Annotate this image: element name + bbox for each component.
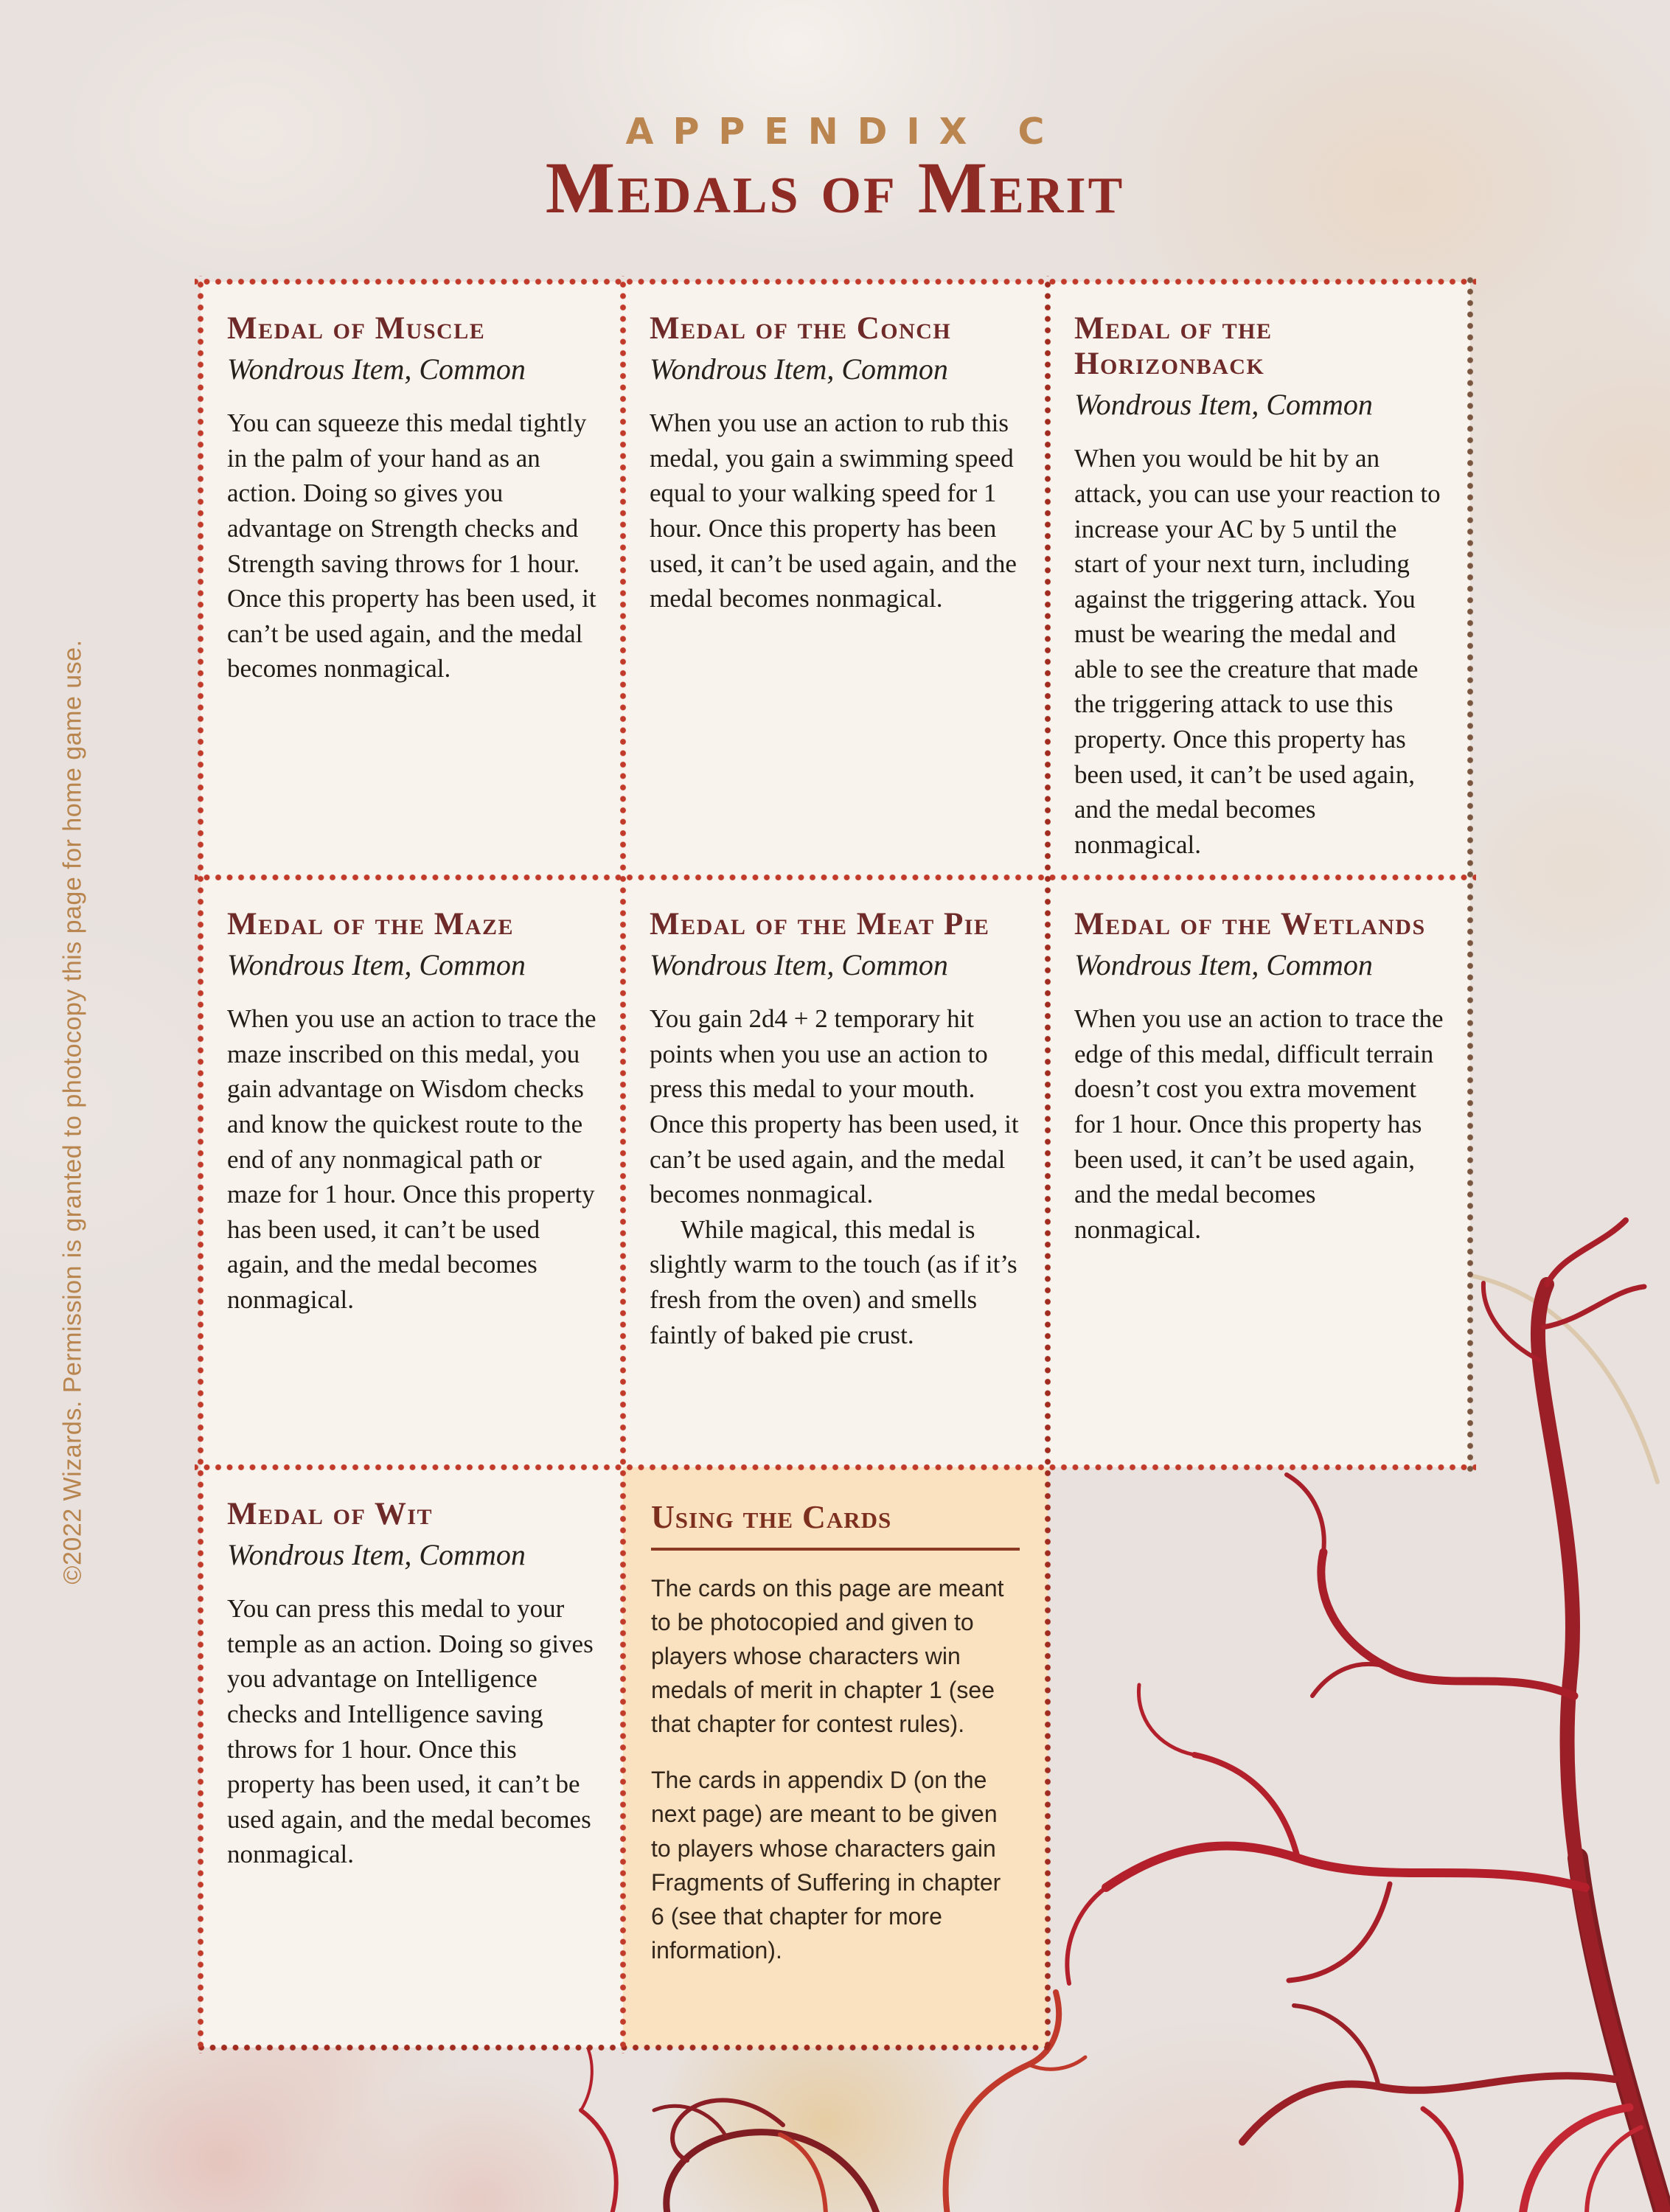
card-subtitle: Wondrous Item, Common [227,352,526,386]
card-text: When you use an action to rub this medal, you gain a swimming speed equal to your walking speed for 1 hour. Once this property has been used, it can’t be used again, and the medal becomes nonmagical. [650,408,1017,613]
card-text: When you use an action to trace the edge of this medal, difficult terrain doesn’t cost you extra movement for 1 hour. Once this property has been used, it can’t be used again, and the medal becomes nonmagical. [1074,1004,1444,1244]
usage-title: Using the Cards [651,1498,1020,1551]
card-medal-of-the-maze [201,877,623,1467]
card-title: Medal of the Horizonback [1074,311,1273,382]
usage-note-box [623,1467,1048,2048]
card-medal-of-the-wetlands [1048,877,1470,1467]
card-text: You can press this medal to your temple as an action. Doing so gives you advantage on Intelligence checks and Intelligence saving throws for 1 hour. Once this property has been used, it can’t be used again, and the medal becomes nonmagical. [227,1594,594,1869]
card-subtitle: Wondrous Item, Common [650,352,948,386]
card-medal-of-muscle [201,282,623,877]
dotted-border-col1-col2 [617,276,629,2053]
dotted-border-left [195,276,206,2053]
card-text: While magical, this medal is slightly warm to the touch (as if it’s fresh from the oven) and smells faintly of baked pie crust. [650,1214,1017,1349]
card-medal-of-wit [201,1467,623,2048]
card-medal-of-the-meat-pie [623,877,1048,1467]
appendix-label: APPENDIX C [625,111,1064,153]
card-medal-of-the-conch [623,282,1048,877]
card-medal-of-the-horizonback [1048,282,1470,877]
copyright-sidebar: ©2022 Wizards. Permission is granted to photocopy this page for home game use. [58,639,87,1585]
card-title: Medal of Wit [227,1497,434,1531]
card-text: When you would be hit by an attack, you can use your reaction to increase your AC by 5 until the start of your next turn, including against the triggering attack. You must be wearing the medal and able to see the creature that made the triggering attack to use this property. Once this property has been used, it can’t be used again, and the medal becomes nonmagical. [1074,444,1441,859]
card-subtitle: Wondrous Item, Common [1074,388,1373,422]
dotted-border-row1-row2 [195,872,1476,883]
usage-text: The cards on this page are meant to be photocopied and given to players whose characters win medals of merit in chapter 1 (see that chapter for contest rules). [651,1575,1004,1738]
card-title: Medal of the Conch [650,311,952,346]
card-title: Medal of the Meat Pie [650,907,990,942]
card-title: Medal of the Wetlands [1074,907,1426,942]
card-title: Medal of the Maze [227,907,514,942]
card-subtitle: Wondrous Item, Common [650,948,948,982]
card-subtitle: Wondrous Item, Common [1074,948,1373,982]
card-text: You can squeeze this medal tightly in the palm of your hand as an action. Doing so gives you advantage on Strength checks and Strength saving throws for 1 hour. Once this property has been used, it can’t be used again, and the medal becomes nonmagical. [227,408,596,684]
card-text: When you use an action to trace the maze inscribed on this medal, you gain advantage on Wisdom checks and know the quickest route to the end of any nonmagical path or maze for 1 hour. Once this property has been used, it can’t be used again, and the medal becomes nonmagical. [227,1004,596,1314]
dotted-border-top [195,276,1476,288]
dotted-border-col2-col3 [1042,276,1054,2053]
page-title: Medals of Merit [545,147,1125,229]
card-subtitle: Wondrous Item, Common [227,1538,526,1572]
usage-text: The cards in appendix D (on the next page) are meant to be given to players whose characters gain Fragments of Suffering in chapter 6 (see that chapter for more information). [651,1767,1001,1964]
card-text: You gain 2d4 + 2 temporary hit points when you use an action to press this medal to your mouth. Once this property has been used, it can’t be used again, and the medal becomes nonmagical. [650,1004,1019,1209]
card-title: Medal of Muscle [227,311,486,346]
dotted-border-right [1464,276,1476,1473]
card-subtitle: Wondrous Item, Common [227,948,526,982]
dotted-border-row2-row3 [195,1461,1476,1473]
